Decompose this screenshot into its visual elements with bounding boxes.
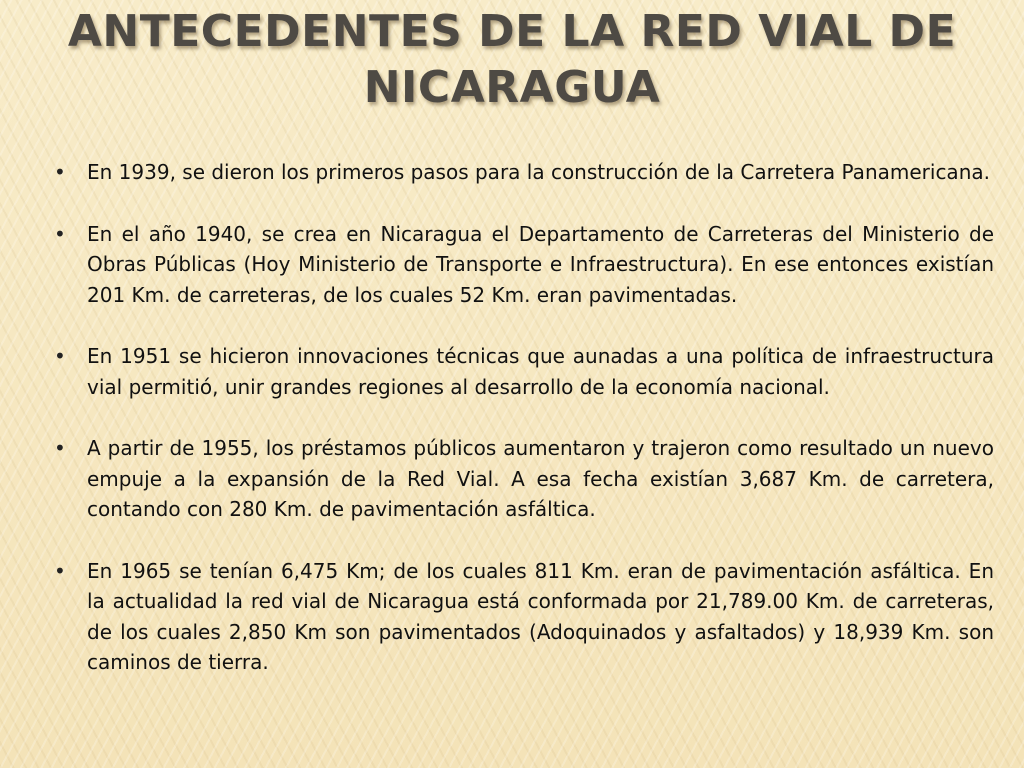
bullet-dot-icon: • — [54, 558, 66, 583]
bullet-item-1939 — [50, 157, 994, 188]
bullet-text: En 1965 se tenían 6,475 Km; de los cuales 811 Km. eran de pavimentación asfáltica. En la actualidad la red vial de Nicaragua está conformada por 21,789.00 Km. de carreteras, de los cuales 2,850 Km son pavimentados (Adoquinados y asfaltados) y 18,939 Km. son caminos de tierra. — [87, 558, 994, 674]
bullet-list — [50, 157, 994, 678]
bullet-text: A partir de 1955, los préstamos públicos aumentaron y trajeron como resultado un nuevo empuje a la expansión de la Red Vial. A esa fecha existían 3,687 Km. de carretera, contando con 280 Km. de pavimentación asfáltica. — [87, 436, 994, 521]
bullet-item-1955 — [50, 433, 994, 525]
slide-title: ANTECEDENTES DE LA RED VIAL DE NICARAGUA — [67, 6, 957, 113]
bullet-dot-icon: • — [54, 221, 66, 246]
bullet-item-1951 — [50, 341, 994, 402]
bullet-dot-icon: • — [54, 160, 66, 184]
bullet-text: En el año 1940, se crea en Nicaragua el Departamento de Carreteras del Ministerio de Obras Públicas (Hoy Ministerio de Transporte e Infraestructura). En ese entonces existían 201 Km. de carreteras, de los cuales 52 Km. eran pavimentadas. — [87, 221, 994, 307]
bullet-item-1965 — [50, 556, 994, 678]
bullet-dot-icon: • — [54, 436, 66, 460]
bullet-text: En 1951 se hicieron innovaciones técnicas que aunadas a una política de infraestructura vial permitió, unir grandes regiones al desarrollo de la economía nacional. — [87, 344, 994, 399]
bullet-dot-icon: • — [54, 344, 66, 368]
bullet-item-1940 — [50, 219, 994, 311]
bullet-text: En 1939, se dieron los primeros pasos para la construcción de la Carretera Panamericana. — [87, 160, 990, 184]
